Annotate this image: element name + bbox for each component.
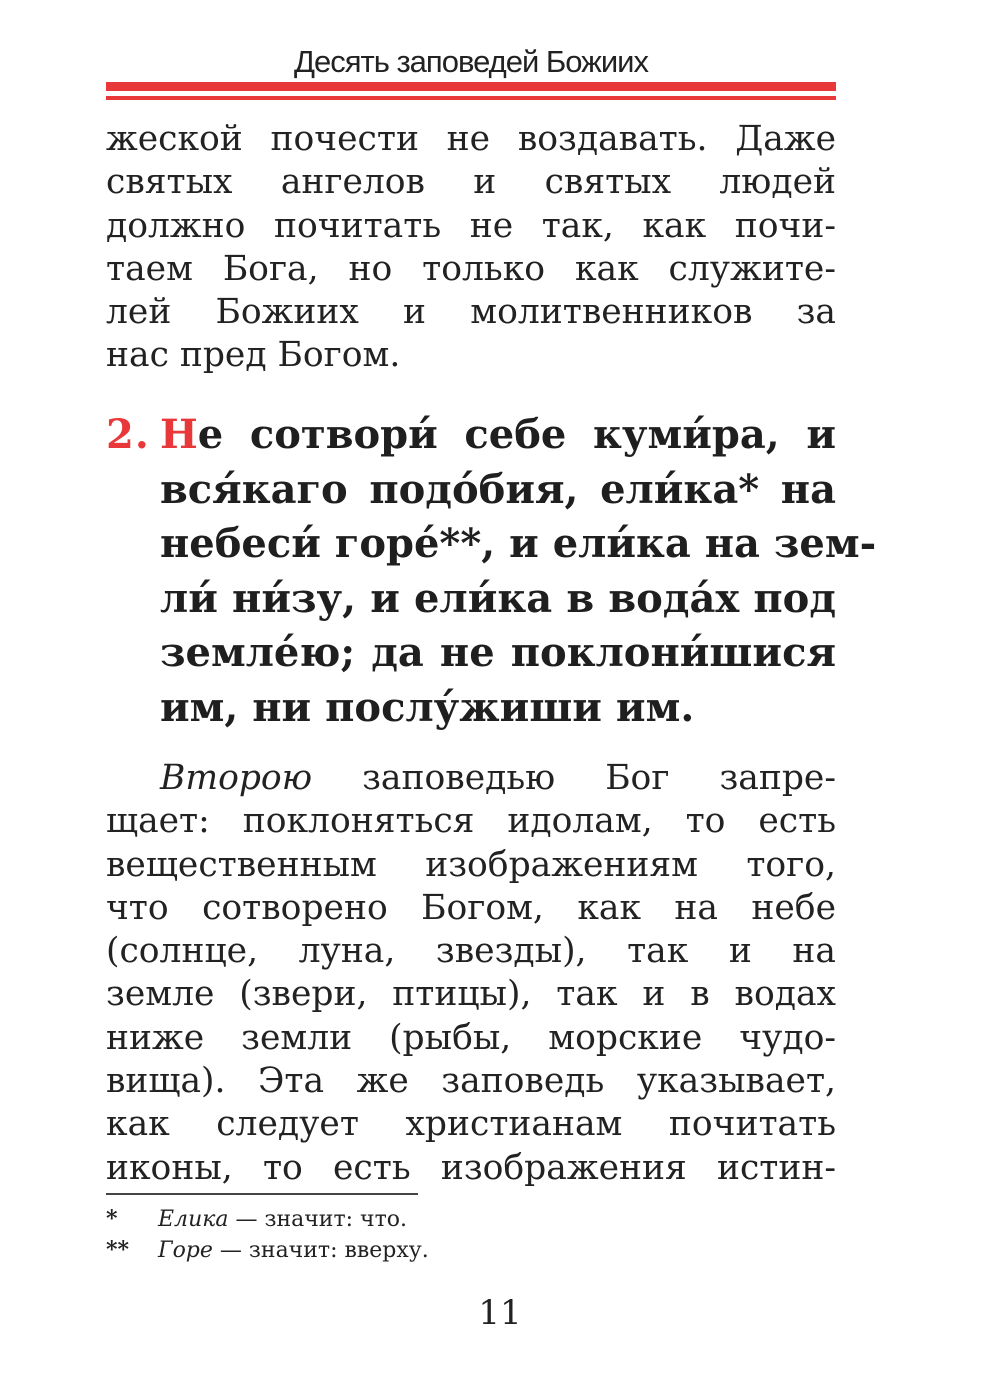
text-line <box>106 757 836 800</box>
text-line: лей Божиих и молитвенников за <box>106 292 836 333</box>
commandment-line: вся́каго подо́бия, ели́ка* на <box>160 465 836 513</box>
commandment-line: земле́ю; да не поклони́шися <box>160 629 836 676</box>
text-line: щает: поклоняться идолам, то есть <box>106 801 836 842</box>
text-line-rest: заповедью Бог запре- <box>312 758 836 798</box>
text-line: как следует христианам почитать <box>106 1104 836 1145</box>
text-line: вища). Эта же заповедь указывает, <box>106 1061 836 1102</box>
footnote-term: Елика <box>158 1207 229 1232</box>
footnote-mark: ** <box>106 1237 130 1263</box>
text-line: должно почитать не так, как почи- <box>106 205 836 246</box>
text-line: что сотворено Богом, как на небе <box>106 887 836 928</box>
text-line: жеской почести не воздавать. Даже <box>106 119 836 159</box>
header-rule-thin <box>106 96 836 100</box>
text-line: земле (звери, птицы), так и в водах <box>106 974 836 1015</box>
footnote-text: — значит: что. <box>228 1207 408 1232</box>
commandment-line: небеси́ горе́**, и ели́ка на зем- <box>160 520 877 567</box>
footnote-mark: * <box>106 1206 118 1232</box>
header-rule-thick <box>106 82 836 91</box>
commandment-line: им, ни послу́жиши им. <box>160 683 695 731</box>
footnote <box>106 1204 706 1235</box>
footnotes <box>106 1204 706 1266</box>
red-initial-letter: Н <box>160 411 198 458</box>
explanation-paragraph <box>106 757 836 1190</box>
text-line: нас пред Богом. <box>106 335 401 376</box>
running-header: Десять заповедей Божиих <box>293 44 648 79</box>
text-line: иконы, то есть изображения истин- <box>106 1147 836 1188</box>
italic-lead-word: Второю <box>160 758 313 798</box>
footnote-text: — значит: вверху. <box>212 1238 429 1263</box>
text-line: (солнце, луна, звезды), так и на <box>106 931 836 972</box>
text-line: вещественным изображениям того, <box>106 844 836 885</box>
footnote <box>106 1235 706 1266</box>
commandment-line-text: е сотвори́ себе куми́ра, и <box>197 411 836 458</box>
page-number: 11 <box>478 1293 522 1333</box>
commandment-line: ли́ ни́зу, и ели́ка в вода́х под <box>160 574 836 622</box>
text-line: святых ангелов и святых людей <box>106 162 836 203</box>
commandment-line <box>160 408 836 463</box>
text-line: ниже земли (рыбы, морские чудо- <box>106 1017 836 1058</box>
footnote-term: Горе <box>158 1238 213 1263</box>
footnote-divider <box>106 1193 418 1195</box>
commandment-number: 2. <box>106 411 150 458</box>
commandment-text <box>106 408 877 735</box>
text-line: таем Бога, но только как служите- <box>106 248 836 289</box>
paragraph-continuation <box>106 118 836 378</box>
